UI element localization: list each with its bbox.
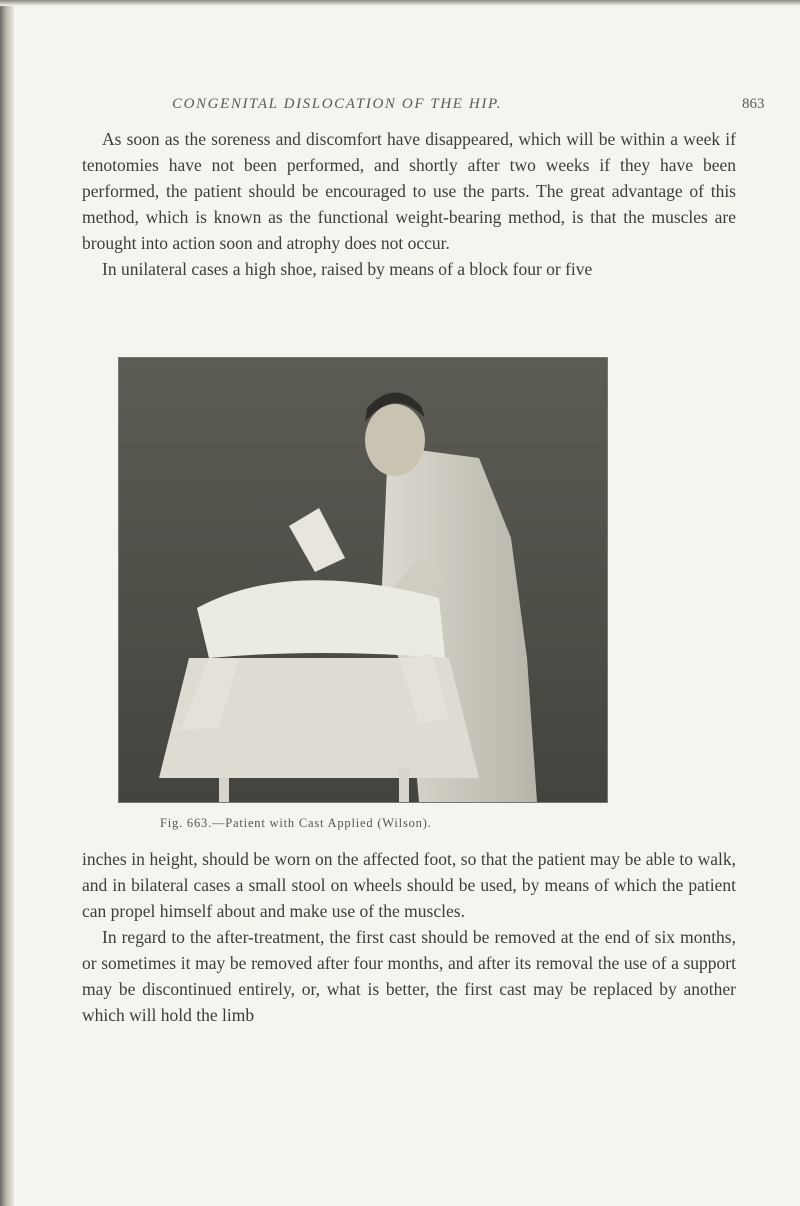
running-head: CONGENITAL DISLOCATION OF THE HIP. [172,96,503,112]
page-gutter-shadow [0,0,14,1206]
paragraph: In unilateral cases a high shoe, raised by means of a block four or five [102,259,593,279]
text-block-bottom [82,846,736,1028]
figure-caption: Fig. 663.—Patient with Cast Applied (Wilson). [160,816,432,830]
paragraph: As soon as the soreness and discomfort have disappeared, which will be within a week if tenotomies have not been performed, and shortly after two weeks if they have been performed, the patient should be encouraged to use the parts. The great advantage of this method, which is known as the functional weight-bearing method, is that the muscles are brought into action soon and atrophy does not occur. [82,129,736,253]
paragraph: In regard to the after-treatment, the first cast should be removed at the end of six months, or sometimes it may be removed after four months, and after its removal the use of a support may be discontinued entirely, or, what is better, the first cast may be replaced by another which will hold the limb [82,927,736,1025]
text-block-top [82,126,736,282]
page-number: 863 [742,96,765,112]
doctor-head [365,404,425,476]
paragraph: inches in height, should be worn on the affected foot, so that the patient may be able to walk, and in bilateral cases a small stool on wheels should be used, by means of which the patient can propel himself about and make use of the muscles. [82,849,736,921]
table-leg [399,768,409,802]
figure-photograph [118,357,608,803]
table-leg [219,778,229,802]
page-top-edge [0,0,800,6]
photo-illustration [119,358,607,802]
